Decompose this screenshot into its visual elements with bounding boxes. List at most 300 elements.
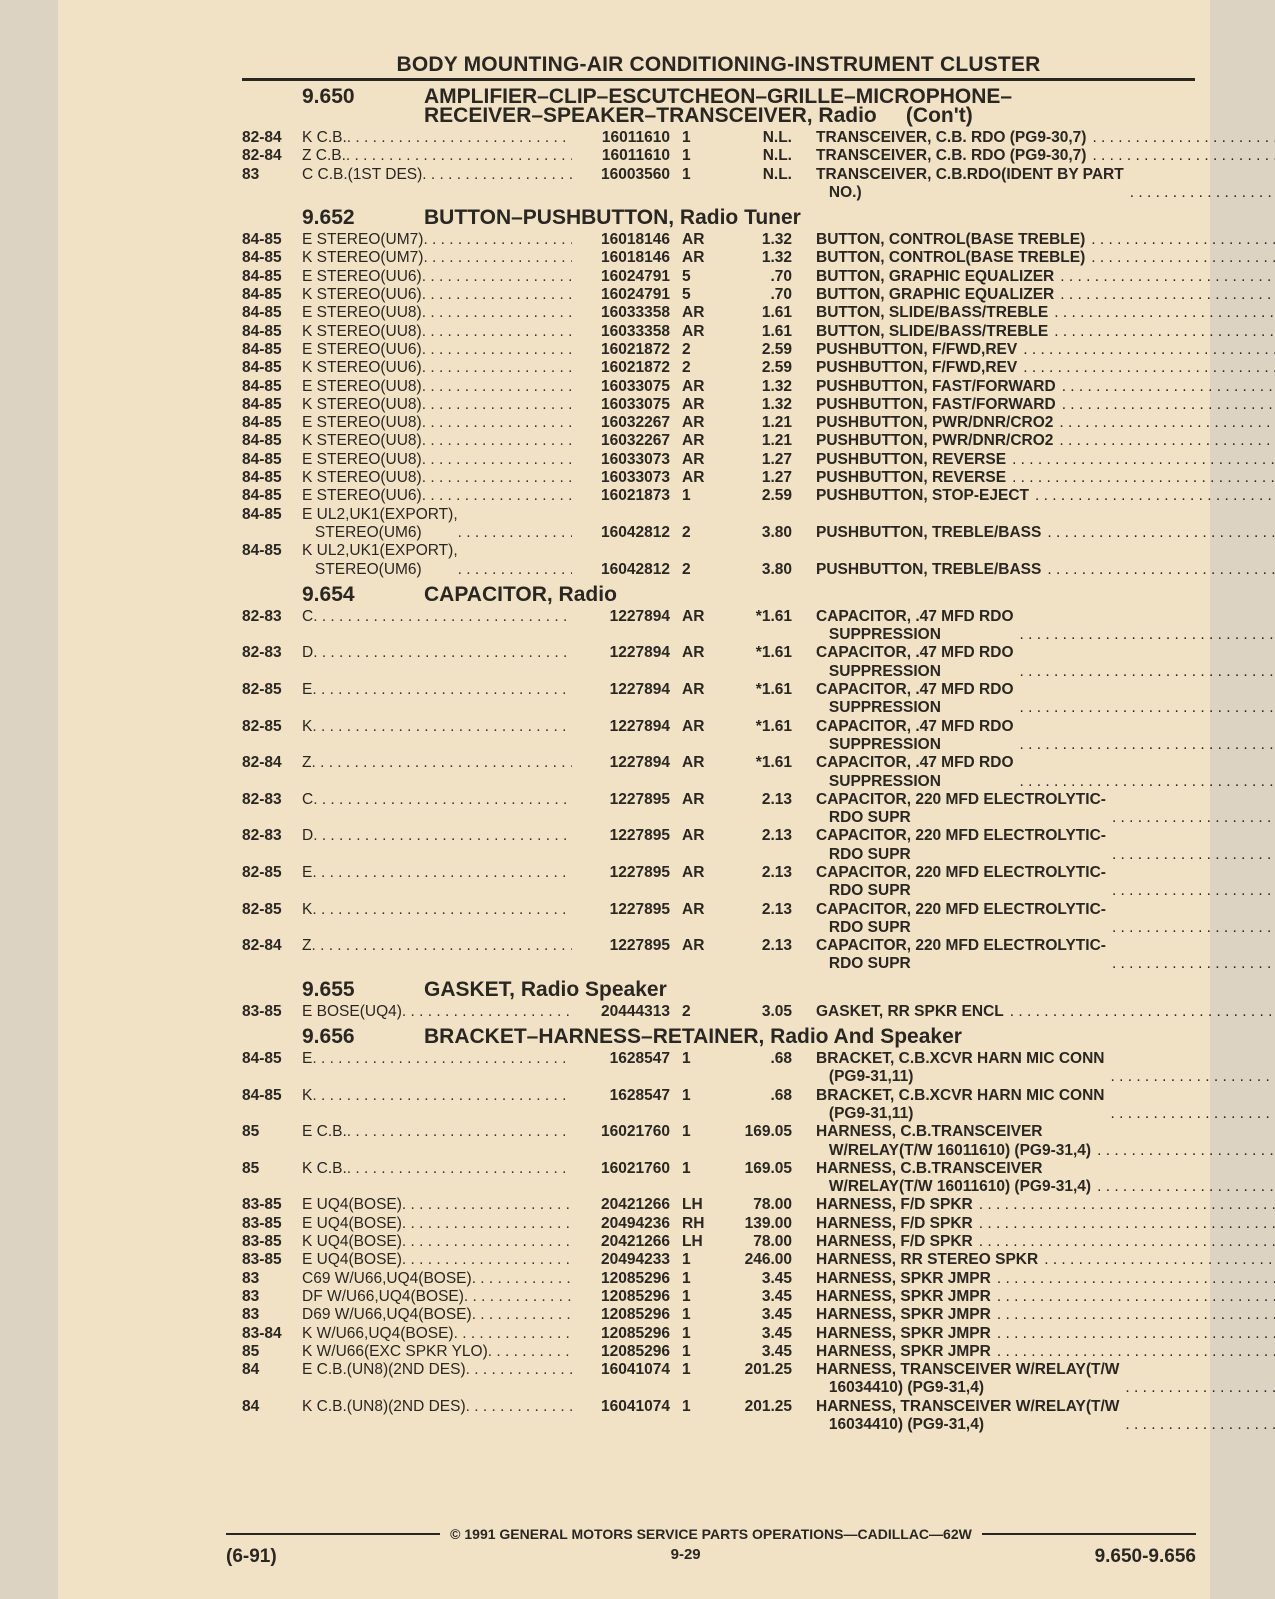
application-cell: [302, 1087, 572, 1124]
description: HARNESS, F/D SPKR: [816, 1196, 973, 1214]
application: K UL2,UK1(EXPORT), STEREO(UM6): [302, 542, 458, 578]
description-cell: [796, 864, 1275, 901]
description: CAPACITOR, .47 MFD RDO SUPPRESSION: [816, 607, 1014, 644]
price: 2.59: [761, 487, 792, 505]
price: 3.05: [761, 1002, 792, 1020]
model-years: 83-84: [242, 1324, 282, 1342]
price: 2.59: [761, 359, 792, 377]
description-cell: [796, 1325, 1275, 1343]
description: PUSHBUTTON, TREBLE/BASS: [816, 523, 1042, 541]
application-cell: [302, 506, 572, 543]
part-number: 1227895: [609, 900, 670, 918]
section-number: 9.654: [302, 582, 355, 606]
price: 201.25: [744, 1397, 792, 1415]
dot-leader: [1112, 955, 1275, 973]
quantity: 1: [682, 1324, 691, 1342]
application-cell: [302, 1003, 572, 1021]
dot-leader: [422, 304, 572, 322]
quantity: AR: [682, 231, 705, 249]
dot-leader: [979, 1215, 1275, 1233]
application: E: [302, 681, 313, 699]
quantity: 5: [682, 267, 691, 285]
model-years: 84-85: [242, 322, 282, 340]
quantity: AR: [682, 754, 705, 772]
part-row: [242, 1003, 1195, 1021]
part-row: [242, 1361, 1195, 1398]
section-number: 9.656: [302, 1025, 355, 1049]
price: 3.80: [761, 523, 792, 541]
part-number: 16011610: [601, 147, 670, 165]
dot-leader: [488, 1343, 572, 1361]
quantity: 1: [682, 1287, 691, 1305]
model-years: 83: [242, 1287, 260, 1305]
part-number: 16018146: [601, 231, 670, 249]
footer-rule: [226, 1526, 1196, 1542]
part-number: 1227895: [609, 863, 670, 881]
section: [242, 208, 1195, 579]
application: D69 W/U66,UQ4(BOSE): [302, 1306, 472, 1324]
dot-leader: [1112, 809, 1275, 827]
description: HARNESS, SPKR JMPR: [816, 1287, 991, 1305]
price: 201.25: [744, 1361, 792, 1379]
dot-leader: [458, 524, 572, 542]
application-cell: [302, 166, 572, 203]
model-years: 84-85: [242, 377, 282, 395]
part-row: [242, 718, 1195, 755]
model-years: 84-85: [242, 286, 282, 304]
section-number: 9.650: [302, 85, 355, 108]
dot-leader: [1060, 268, 1275, 286]
description-cell: [796, 451, 1275, 469]
application: E UQ4(BOSE): [302, 1251, 402, 1269]
application-cell: [302, 1233, 572, 1251]
dot-leader: [1112, 846, 1275, 864]
dot-leader: [979, 1233, 1275, 1251]
price: 3.45: [761, 1306, 792, 1324]
part-number: 1227895: [609, 790, 670, 808]
application-cell: [302, 827, 572, 864]
quantity: AR: [682, 644, 705, 662]
description-cell: [796, 286, 1275, 304]
quantity: AR: [682, 304, 705, 322]
price: *1.61: [755, 681, 792, 699]
description-cell: [796, 1288, 1275, 1306]
model-years: 82-83: [242, 644, 282, 662]
description: BUTTON, CONTROL(BASE TREBLE): [816, 249, 1086, 267]
description-cell: [796, 323, 1275, 341]
price: N.L.: [762, 129, 792, 146]
quantity: AR: [682, 395, 705, 413]
application: K: [302, 717, 313, 735]
part-number: 16032267: [601, 414, 670, 432]
dot-leader: [422, 286, 572, 304]
description-cell: [796, 1251, 1275, 1269]
part-row: [242, 304, 1195, 322]
dot-leader: [454, 1325, 572, 1343]
price: 1.21: [761, 414, 792, 432]
part-row: [242, 506, 1195, 543]
dot-leader: [1091, 249, 1275, 267]
application: K STEREO(UU6): [302, 359, 422, 377]
dot-leader: [346, 147, 572, 165]
description-cell: [796, 1343, 1275, 1361]
price: 1.61: [761, 304, 792, 322]
model-years: 84-85: [242, 414, 282, 432]
description-cell: [796, 681, 1275, 718]
application-cell: [302, 1123, 572, 1160]
price: 246.00: [744, 1251, 792, 1269]
page-title: BODY MOUNTING-AIR CONDITIONING-INSTRUMENT CLUSTER: [242, 52, 1195, 81]
description-cell: [796, 754, 1275, 791]
part-row: [242, 414, 1195, 432]
application-cell: [302, 644, 572, 681]
description: HARNESS, SPKR JMPR: [816, 1306, 991, 1324]
description: PUSHBUTTON, FAST/FORWARD: [816, 395, 1056, 413]
application: K: [302, 1086, 313, 1104]
price: 78.00: [753, 1233, 792, 1251]
model-years: 84-85: [242, 505, 282, 523]
dot-leader: [979, 1196, 1275, 1214]
quantity: RH: [682, 1214, 705, 1232]
description: HARNESS, F/D SPKR: [816, 1233, 973, 1251]
application: E STEREO(UU8): [302, 414, 422, 432]
section-header: [242, 977, 1195, 1001]
model-years: 83: [242, 165, 260, 183]
description: TRANSCEIVER, C.B. RDO (PG9-30,7): [816, 129, 1087, 146]
description-cell: [796, 561, 1275, 579]
application-cell: [302, 608, 572, 645]
part-row: [242, 1050, 1195, 1087]
description: HARNESS, C.B.TRANSCEIVER W/RELAY(T/W 16011610) (PG9-31,4): [816, 1123, 1092, 1159]
part-number: 1227895: [609, 937, 670, 955]
dot-leader: [1125, 1379, 1275, 1397]
description: PUSHBUTTON, F/FWD,REV: [816, 359, 1018, 377]
dot-leader: [997, 1343, 1275, 1361]
application: E STEREO(UU8): [302, 304, 422, 322]
application: E BOSE(UQ4): [302, 1002, 402, 1020]
footer-line-right: [982, 1533, 1196, 1535]
price: *1.61: [755, 754, 792, 772]
description: HARNESS, F/D SPKR: [816, 1214, 973, 1232]
description: PUSHBUTTON, TREBLE/BASS: [816, 560, 1042, 578]
part-number: 12085296: [601, 1287, 670, 1305]
dot-leader: [313, 827, 572, 845]
dot-leader: [422, 378, 572, 396]
application: E C.B.: [302, 1123, 347, 1141]
price: 1.27: [761, 450, 792, 468]
model-years: 82-83: [242, 607, 282, 625]
part-row: [242, 166, 1195, 203]
part-number: 16021872: [601, 359, 670, 377]
dot-leader: [313, 791, 572, 809]
part-row: [242, 1123, 1195, 1160]
application-cell: [302, 286, 572, 304]
application-cell: [302, 249, 572, 267]
model-years: 83-85: [242, 1196, 282, 1214]
description-cell: [796, 901, 1275, 938]
section: [242, 87, 1195, 202]
model-years: 84-85: [242, 487, 282, 505]
part-row: [242, 268, 1195, 286]
part-row: [242, 1306, 1195, 1324]
section-header: [242, 87, 1195, 125]
description-cell: [796, 341, 1275, 359]
part-number: 20494236: [601, 1214, 670, 1232]
description-cell: [796, 359, 1275, 377]
part-number: 20494233: [601, 1251, 670, 1269]
description-cell: [796, 1003, 1275, 1021]
application-cell: [302, 147, 572, 165]
dot-leader: [1023, 341, 1275, 359]
model-years: 84-85: [242, 340, 282, 358]
dot-leader: [1012, 451, 1275, 469]
dot-leader: [1047, 524, 1275, 542]
dot-leader: [458, 561, 572, 579]
part-number: 1628547: [609, 1086, 670, 1104]
section-title: CAPACITOR, Radio: [424, 582, 617, 606]
model-years: 83-85: [242, 1214, 282, 1232]
part-number: 16032267: [601, 432, 670, 450]
application-cell: [302, 791, 572, 828]
dot-leader: [402, 1196, 572, 1214]
dot-leader: [997, 1270, 1275, 1288]
model-years: 83: [242, 1269, 260, 1287]
application-cell: [302, 451, 572, 469]
application-cell: [302, 681, 572, 718]
description-cell: [796, 1398, 1275, 1435]
dot-leader: [1012, 469, 1275, 487]
description-cell: [796, 1050, 1275, 1087]
dot-leader: [1130, 184, 1275, 202]
description: PUSHBUTTON, FAST/FORWARD: [816, 377, 1056, 395]
dot-leader: [422, 166, 572, 184]
part-number: 20421266: [601, 1196, 670, 1214]
part-number: 16018146: [601, 249, 670, 267]
part-row: [242, 1343, 1195, 1361]
part-row: [242, 608, 1195, 645]
description-cell: [796, 791, 1275, 828]
section-title: AMPLIFIER–CLIP–ESCUTCHEON–GRILLE–MICROPHONE– RECEIVER–SPEAKER–TRANSCEIVER, Radio (Con't): [424, 85, 1013, 127]
footer-bottom: [226, 1546, 1196, 1568]
dot-leader: [1023, 359, 1275, 377]
quantity: AR: [682, 863, 705, 881]
application: E UQ4(BOSE): [302, 1214, 402, 1232]
model-years: 82-85: [242, 863, 282, 881]
application-cell: [302, 323, 572, 341]
dot-leader: [347, 1160, 572, 1178]
part-row: [242, 1398, 1195, 1435]
application-cell: [302, 1050, 572, 1087]
quantity: 1: [682, 1397, 691, 1415]
description: HARNESS, SPKR JMPR: [816, 1324, 991, 1342]
price: N.L.: [762, 165, 792, 183]
description: BRACKET, C.B.XCVR HARN MIC CONN (PG9-31,11): [816, 1050, 1105, 1086]
part-number: 16021872: [601, 340, 670, 358]
dot-leader: [312, 901, 572, 919]
description: CAPACITOR, 220 MFD ELECTROLYTIC- RDO SUPR: [816, 863, 1106, 900]
application: K STEREO(UU8): [302, 432, 422, 450]
application-cell: [302, 542, 572, 579]
price: 1.32: [761, 249, 792, 267]
section-title: BRACKET–HARNESS–RETAINER, Radio And Speaker: [424, 1025, 962, 1049]
quantity: 2: [682, 359, 691, 377]
dot-leader: [311, 937, 572, 955]
dot-leader: [422, 432, 572, 450]
part-number: 16033075: [601, 377, 670, 395]
dot-leader: [1110, 1068, 1275, 1086]
application-cell: [302, 1251, 572, 1269]
model-years: 84-85: [242, 432, 282, 450]
application-cell: [302, 864, 572, 901]
part-row: [242, 754, 1195, 791]
application-cell: [302, 1306, 572, 1324]
description: BRACKET, C.B.XCVR HARN MIC CONN (PG9-31,11): [816, 1086, 1105, 1122]
description-cell: [796, 1215, 1275, 1233]
part-number: 1628547: [609, 1050, 670, 1068]
application: K STEREO(UU8): [302, 469, 422, 487]
dot-leader: [1097, 1142, 1275, 1160]
part-row: [242, 231, 1195, 249]
parts-document: [242, 52, 1195, 1434]
application: K STEREO(UU8): [302, 395, 422, 413]
dot-leader: [312, 718, 572, 736]
quantity: 2: [682, 560, 691, 578]
dot-leader: [312, 864, 572, 882]
price: 1.27: [761, 469, 792, 487]
description-cell: [796, 1196, 1275, 1214]
application: C: [302, 607, 314, 625]
application: E STEREO(UU8): [302, 377, 422, 395]
price: *1.61: [755, 644, 792, 662]
description: PUSHBUTTON, PWR/DNR/CRO2: [816, 414, 1054, 432]
price: *1.61: [755, 607, 792, 625]
application: K STEREO(UM7): [302, 249, 424, 267]
quantity: AR: [682, 937, 705, 955]
catalog-page: [58, 0, 1210, 1599]
model-years: 82-85: [242, 681, 282, 699]
dot-leader: [312, 1050, 572, 1068]
description: HARNESS, TRANSCEIVER W/RELAY(T/W 16034410) (PG9-31,4): [816, 1397, 1120, 1433]
model-years: 84: [242, 1361, 260, 1379]
dot-leader: [1020, 663, 1275, 681]
application-cell: [302, 1215, 572, 1233]
quantity: 2: [682, 1002, 691, 1020]
application: K C.B.(UN8)(2ND DES): [302, 1397, 466, 1415]
description: PUSHBUTTON, REVERSE: [816, 450, 1007, 468]
quantity: AR: [682, 377, 705, 395]
quantity: AR: [682, 432, 705, 450]
description-cell: [796, 827, 1275, 864]
dot-leader: [1044, 1251, 1275, 1269]
part-number: 12085296: [601, 1306, 670, 1324]
application: K STEREO(UU6): [302, 286, 422, 304]
part-number: 16033358: [601, 322, 670, 340]
sections-container: [242, 87, 1195, 1434]
model-years: 83-85: [242, 1233, 282, 1251]
description-cell: [796, 147, 1275, 165]
part-row: [242, 359, 1195, 377]
description: PUSHBUTTON, STOP-EJECT: [816, 487, 1030, 505]
application: DF W/U66,UQ4(BOSE): [302, 1287, 464, 1305]
model-years: 84-85: [242, 395, 282, 413]
model-years: 82-84: [242, 937, 282, 955]
model-years: 84-85: [242, 1050, 282, 1068]
quantity: 1: [682, 129, 691, 146]
part-row: [242, 1215, 1195, 1233]
part-number: 16033073: [601, 450, 670, 468]
quantity: AR: [682, 681, 705, 699]
dot-leader: [402, 1233, 572, 1251]
application: C69 W/U66,UQ4(BOSE): [302, 1269, 472, 1287]
model-years: 84-85: [242, 1086, 282, 1104]
section-header: [242, 1025, 1195, 1049]
part-row: [242, 396, 1195, 414]
part-number: 12085296: [601, 1269, 670, 1287]
model-years: 82-84: [242, 129, 282, 146]
dot-leader: [1125, 1416, 1275, 1434]
quantity: 5: [682, 286, 691, 304]
quantity: AR: [682, 717, 705, 735]
dot-leader: [1054, 304, 1275, 322]
description-cell: [796, 378, 1275, 396]
description-cell: [796, 432, 1275, 450]
dot-leader: [422, 469, 572, 487]
description: BUTTON, GRAPHIC EQUALIZER: [816, 267, 1055, 285]
price: 169.05: [744, 1123, 792, 1141]
application: E STEREO(UU6): [302, 340, 422, 358]
application-cell: [302, 487, 572, 505]
quantity: AR: [682, 469, 705, 487]
dot-leader: [402, 1215, 572, 1233]
description-cell: [796, 1270, 1275, 1288]
description-cell: [796, 718, 1275, 755]
part-number: 1227894: [609, 717, 670, 735]
description: CAPACITOR, .47 MFD RDO SUPPRESSION: [816, 681, 1014, 717]
dot-leader: [402, 1003, 572, 1021]
application: K UQ4(BOSE): [302, 1233, 402, 1251]
application-cell: [302, 414, 572, 432]
description: HARNESS, RR STEREO SPKR: [816, 1251, 1039, 1269]
part-number: 12085296: [601, 1324, 670, 1342]
quantity: AR: [682, 414, 705, 432]
description: CAPACITOR, .47 MFD RDO SUPPRESSION: [816, 644, 1014, 680]
part-number: 1227894: [609, 644, 670, 662]
part-number: 1227894: [609, 754, 670, 772]
part-row: [242, 644, 1195, 681]
application: K W/U66(EXC SPKR YLO): [302, 1342, 488, 1360]
model-years: 82-83: [242, 827, 282, 845]
part-row: [242, 1251, 1195, 1269]
part-number: 12085296: [601, 1342, 670, 1360]
model-years: 84-85: [242, 542, 282, 560]
part-row: [242, 323, 1195, 341]
quantity: AR: [682, 827, 705, 845]
part-number: 20444313: [601, 1002, 670, 1020]
section: [242, 1027, 1195, 1434]
dot-leader: [1010, 1003, 1275, 1021]
dot-leader: [1059, 432, 1275, 450]
price: .68: [770, 1086, 792, 1104]
model-years: 84-85: [242, 450, 282, 468]
model-years: 83-85: [242, 1251, 282, 1269]
description: TRANSCEIVER, C.B. RDO (PG9-30,7): [816, 147, 1087, 165]
dot-leader: [472, 1306, 572, 1324]
page-footer: [226, 1526, 1196, 1568]
part-row: [242, 1087, 1195, 1124]
price: .70: [770, 286, 792, 304]
model-years: 84-85: [242, 231, 282, 249]
part-row: [242, 286, 1195, 304]
